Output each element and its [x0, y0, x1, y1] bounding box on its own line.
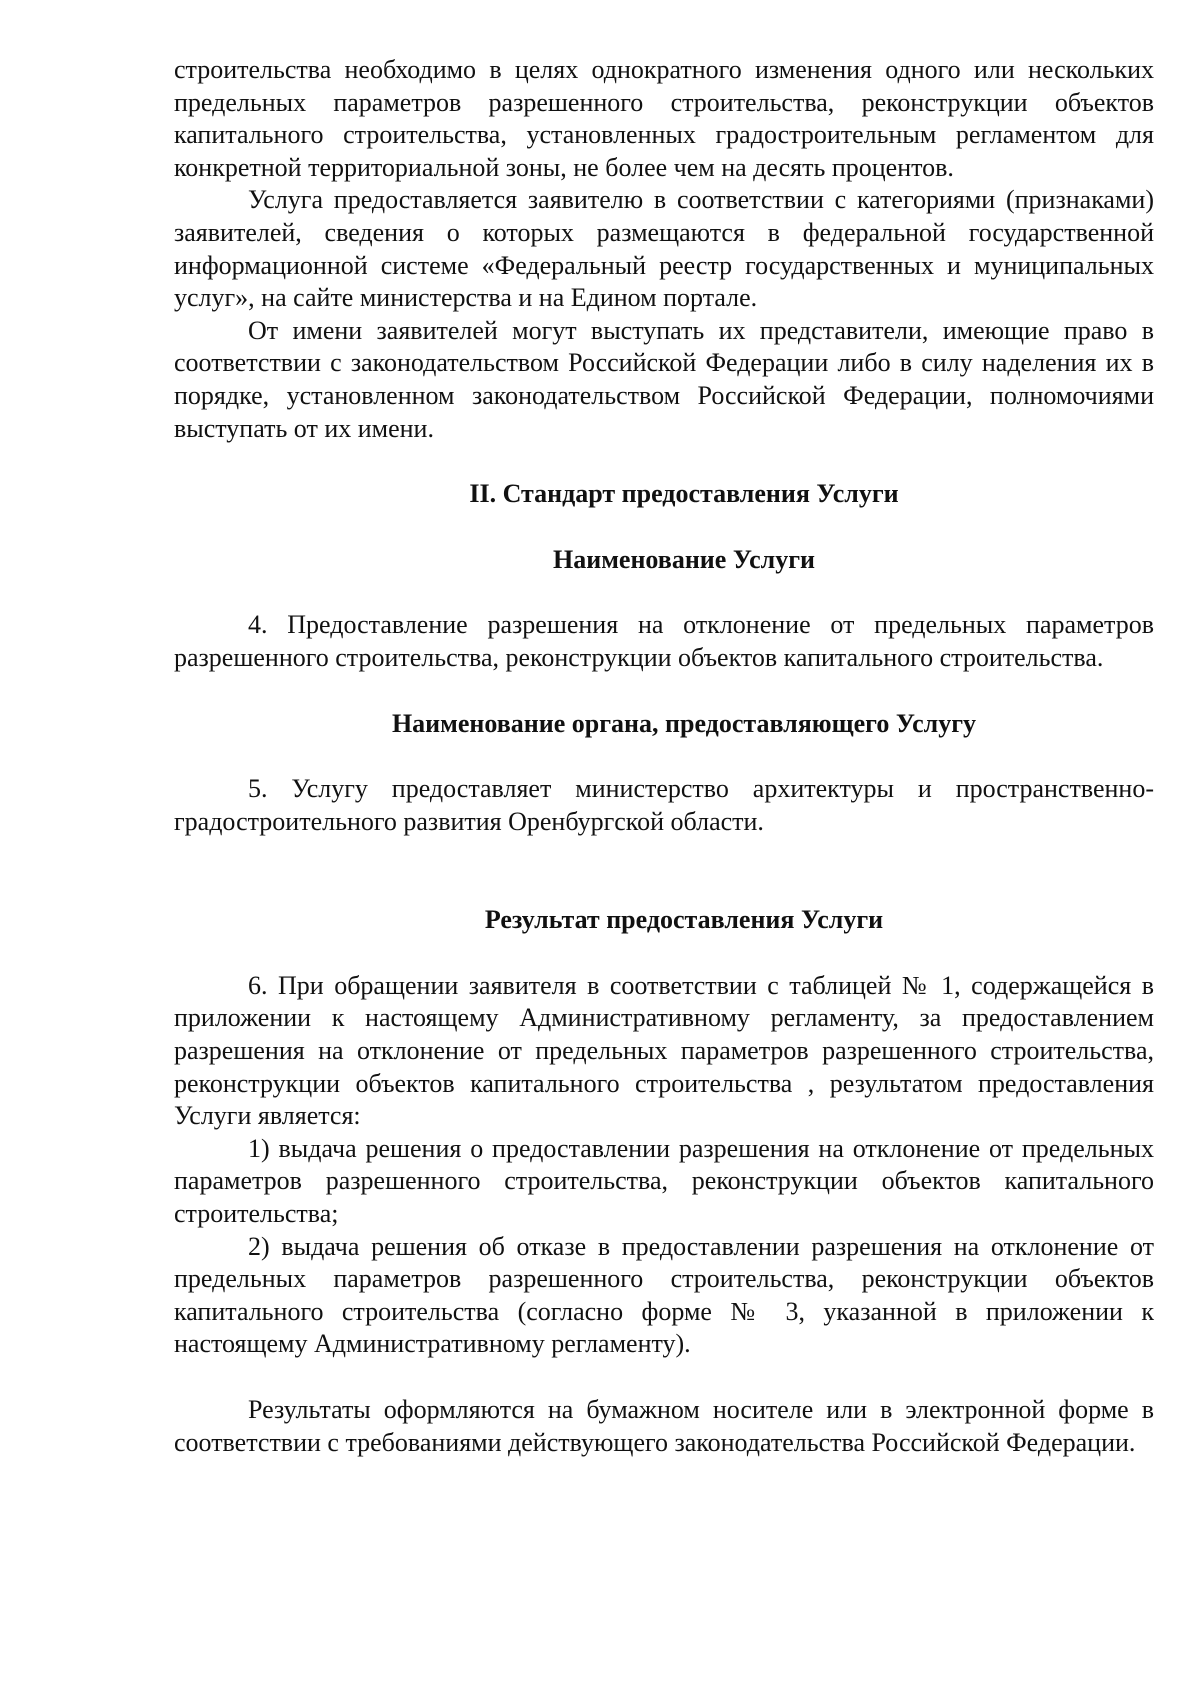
item-6-subitem-2: 2) выдача решения об отказе в предоставлении разрешения на отклонение от предельных параметров разрешенного строительства, реконструкции объектов капитального строительства (согласно форме № 3, указанной в приложении к настоящему Административному регламенту).: [174, 1231, 1154, 1359]
document-page: [174, 54, 1154, 1459]
item-5-paragraph: 5. Услугу предоставляет министерство архитектуры и пространственно-градостроительного развития Оренбургской области.: [174, 774, 1154, 836]
paragraph-applicants-categories: Услуга предоставляется заявителю в соответствии с категориями (признаками) заявителей, сведения о которых размещаются в федеральной государственной информационной системе «Федеральный реестр государственных и муниципальных услуг», на сайте министерства и на Едином портале.: [174, 185, 1154, 313]
item-6-subitem-1: 1) выдача решения о предоставлении разрешения на отклонение от предельных параметров разрешенного строительства, реконструкции объектов капитального строительства;: [174, 1133, 1154, 1229]
paragraph-continuation: строительства необходимо в целях однократного изменения одного или нескольких предельных параметров разрешенного строительства, реконструкции объектов капитального строительства, установленных градостроительным регламентом для конкретной территориальной зоны, не более чем на десять процентов.: [174, 55, 1154, 182]
paragraph-representatives: От имени заявителей могут выступать их представители, имеющие право в соответствии с законодательством Российской Федерации либо в силу наделения их в порядке, установленном законодательством Российской Федерации, полномочиями выступать от их имени.: [174, 315, 1154, 443]
section-title: II. Стандарт предоставления Услуги: [469, 479, 899, 509]
item-4-paragraph: 4. Предоставление разрешения на отклонение от предельных параметров разрешенного строительства, реконструкции объектов капитального строительства.: [174, 610, 1154, 672]
results-format-paragraph: Результаты оформляются на бумажном носителе или в электронной форме в соответствии с требованиями действующего законодательства Российской Федерации.: [174, 1395, 1154, 1457]
item-6-paragraph: 6. При обращении заявителя в соответствии с таблицей № 1, содержащейся в приложении к настоящему Административному регламенту, за предоставлением разрешения на отклонение от предельных параметров разрешенного строительства, реконструкции объектов капитального строительства , результатом предоставления Услуги является:: [174, 970, 1154, 1131]
heading-service-name: Наименование Услуги: [552, 544, 816, 574]
heading-organ: Наименование органа, предоставляющего Услугу: [391, 708, 977, 738]
heading-result: Результат предоставления Услуги: [484, 905, 884, 935]
